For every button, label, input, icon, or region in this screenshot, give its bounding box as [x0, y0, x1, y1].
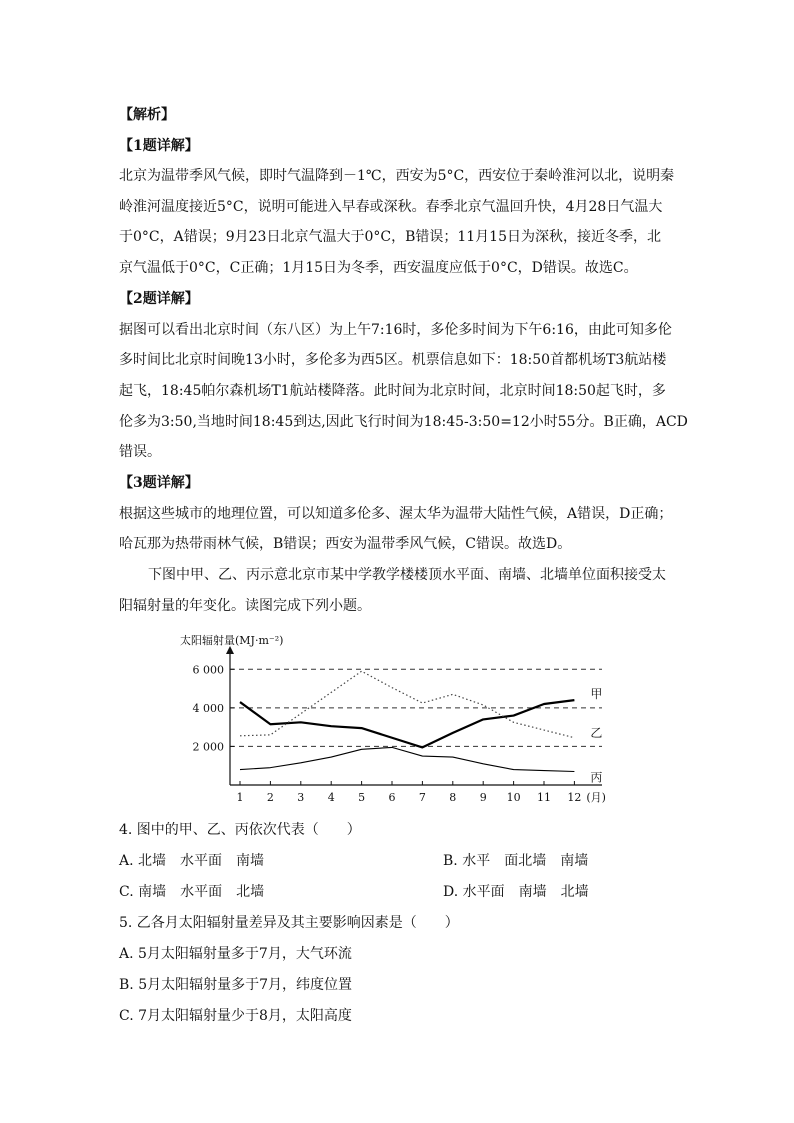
intro-line: 下图中甲、乙、丙示意北京市某中学教学楼楼顶水平面、南墙、北墙单位面积接受太 — [148, 567, 666, 583]
q5-option-c[interactable]: C. 7月太阳辐射量少于8月，太阳高度 — [119, 1008, 352, 1024]
q1-line: 京气温低于0°C，C正确；1月15日为冬季，西安温度应低于0°C，D错误。故选C。 — [119, 260, 638, 276]
q2-line: 多时间比北京时间晚13小时，多伦多为西5区。机票信息如下：18:50首都机场T3航站楼 — [119, 352, 667, 368]
q3-heading: 【3题详解】 — [119, 475, 199, 491]
q2-heading: 【2题详解】 — [119, 291, 199, 307]
x-tick-label: 11 — [537, 791, 551, 804]
series-line-丙 — [240, 747, 574, 771]
x-tick-label: 7 — [418, 791, 426, 804]
y-tick-label: 2 000 — [192, 740, 224, 754]
x-tick-label: 10 — [506, 791, 521, 804]
series-label-丙: 丙 — [590, 770, 603, 785]
q2-line: 据图可以看出北京时间（东八区）为上午7:16时，多伦多时间为下午6:16，由此可知多伦 — [119, 322, 672, 338]
series-line-乙 — [240, 671, 574, 738]
x-tick-label: 9 — [479, 791, 487, 804]
q3-line: 哈瓦那为热带雨林气候，B错误；西安为温带季风气候，C错误。故选D。 — [119, 536, 572, 552]
q1-line: 于0°C，A错误；9月23日北京气温大于0°C，B错误；11月15日为深秋，接近冬季，北 — [119, 229, 661, 245]
x-tick-label: 2 — [266, 791, 274, 804]
q5-option-a[interactable]: A. 5月太阳辐射量多于7月，大气环流 — [119, 946, 352, 962]
y-tick-label: 4 000 — [192, 701, 224, 715]
solar-radiation-chart — [178, 630, 618, 815]
q1-line: 北京为温带季风气候，即时气温降到－1℃，西安为5°C，西安位于秦岭淮河以北，说明秦 — [119, 168, 675, 184]
q2-line: 起飞，18:45帕尔森机场T1航站楼降落。此时间为北京时间，北京时间18:50起飞时，多 — [119, 383, 666, 399]
y-tick-label: 6 000 — [192, 663, 224, 677]
x-tick-label: 6 — [388, 791, 396, 804]
x-axis-label: (月) — [586, 791, 606, 804]
x-tick-label: 8 — [449, 791, 457, 804]
q3-line: 根据这些城市的地理位置，可以知道多伦多、渥太华为温带大陆性气候，A错误，D正确； — [119, 506, 673, 522]
q5-stem: 5. 乙各月太阳辐射量差异及其主要影响因素是（ ） — [119, 915, 459, 931]
series-label-甲: 甲 — [590, 687, 603, 702]
x-tick-label: 1 — [236, 791, 244, 804]
q4-option-a[interactable]: A. 北墙 水平面 南墙 — [119, 853, 265, 869]
x-tick-label: 5 — [358, 791, 366, 804]
q5-option-b[interactable]: B. 5月太阳辐射量多于7月，纬度位置 — [119, 977, 353, 993]
q2-line: 错误。 — [119, 444, 161, 460]
q2-line: 伦多为3:50,当地时间18:45到达,因此飞行时间为18:45-3:50=12小时55分。B正确，ACD — [119, 414, 688, 430]
y-axis-label: 太阳辐射量(MJ·m⁻²) — [180, 634, 284, 647]
q4-stem: 4. 图中的甲、乙、丙依次代表（ ） — [119, 822, 361, 838]
q4-option-d[interactable]: D. 水平面 南墙 北墙 — [443, 884, 589, 900]
intro-line: 阳辐射量的年变化。读图完成下列小题。 — [119, 598, 371, 614]
x-tick-label: 12 — [567, 791, 582, 804]
q4-option-c[interactable]: C. 南墙 水平面 北墙 — [119, 884, 265, 900]
q4-option-b[interactable]: B. 水平 面北墙 南墙 — [443, 853, 589, 869]
series-line-甲 — [240, 700, 574, 747]
analysis-title: 【解析】 — [119, 107, 175, 123]
x-tick-label: 3 — [297, 791, 305, 804]
x-tick-label: 4 — [327, 791, 335, 804]
q1-line: 岭淮河温度接近5°C，说明可能进入早春或深秋。春季北京气温回升快，4月28日气温大 — [119, 199, 663, 215]
q1-heading: 【1题详解】 — [119, 138, 199, 154]
y-axis-arrow — [226, 646, 234, 654]
series-label-乙: 乙 — [590, 725, 603, 740]
